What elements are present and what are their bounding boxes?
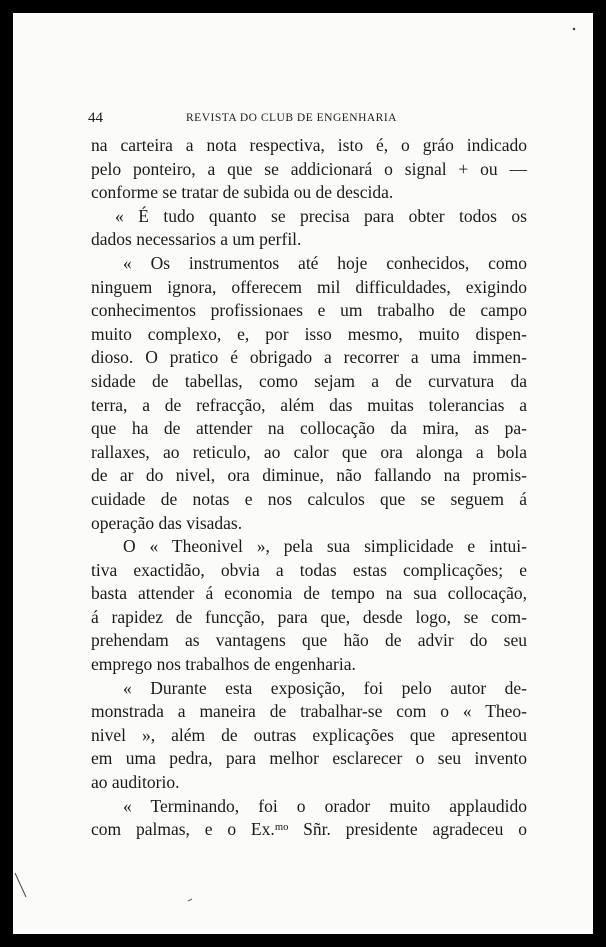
text-line: dados necessarios a um perfil. [91,229,302,250]
text-line: cuidade de notas e nos calculos que se seguem á [91,488,527,509]
text-line: ao auditorio. [91,772,180,793]
text-line: « É tudo quanto se precisa para obter todos os [115,205,527,226]
page-header [88,108,528,128]
text-line: com palmas, e o Ex.ᵐᵒ Sñr. presidente agradeceu o [91,819,527,840]
scan-stroke-mark [13,871,29,901]
body-text [91,134,527,842]
text-line: « Terminando, foi o orador muito applaudido [123,795,527,816]
text-line: operação das visadas. [91,512,243,533]
text-line: monstrada a maneira de trabalhar-se com o « Theo- [91,701,527,722]
text-line: á rapidez de funcção, para que, desde logo, se com- [91,606,527,627]
text-line: conforme se tratar de subida ou de descida. [91,182,394,203]
text-line: « Durante esta exposição, foi pelo autor de- [123,677,527,698]
text-line: O « Theonivel », pela sua simplicidade e intui- [123,536,527,557]
text-line: conhecimentos profissionaes e um trabalho de campo [91,300,527,321]
text-line: em uma pedra, para melhor esclarecer o seu invento [91,748,527,769]
text-line: nivel », além de outras explicações que apresentou [91,724,527,745]
book-page [13,13,593,934]
text-line: prehendam as vantagens que hão de advir do seu [91,630,527,651]
text-line: emprego nos trabalhos de engenharia. [91,654,356,675]
text-line: pelo ponteiro, a que se addicionará o signal + ou — [91,158,527,179]
running-title: REVISTA DO CLUB DE ENGENHARIA [186,112,397,124]
text-line: rallaxes, ao reticulo, ao calor que ora alonga a bola [91,441,527,462]
text-line: que ha de attender na collocação da mira, as pa- [91,418,527,439]
page-number: 44 [88,110,103,126]
text-line: de ar do nivel, ora diminue, não fallando na promis- [91,465,527,486]
text-line: basta attender á economia de tempo na sua collocação, [91,583,527,604]
text-line: dioso. O pratico é obrigado a recorrer a uma immen- [91,347,527,368]
scan-dot-mark [572,27,576,31]
text-line: na carteira a nota respectiva, isto é, o gráo indicado [91,135,527,155]
text-line: ninguem ignora, offerecem mil difficuldades, exigindo [91,276,527,297]
text-line: sidade de tabellas, como sejam a de curvatura da [91,370,527,391]
text-line: terra, a de refracção, além das muitas tolerancias a [91,394,527,415]
text-line: tiva exactidão, obvia a todas estas complicações; e [91,559,527,580]
text-line: « Os instrumentos até hoje conhecidos, como [123,252,527,273]
scan-speck-mark [187,897,193,903]
text-line: muito complexo, e, por isso mesmo, muito dispen- [91,323,527,344]
